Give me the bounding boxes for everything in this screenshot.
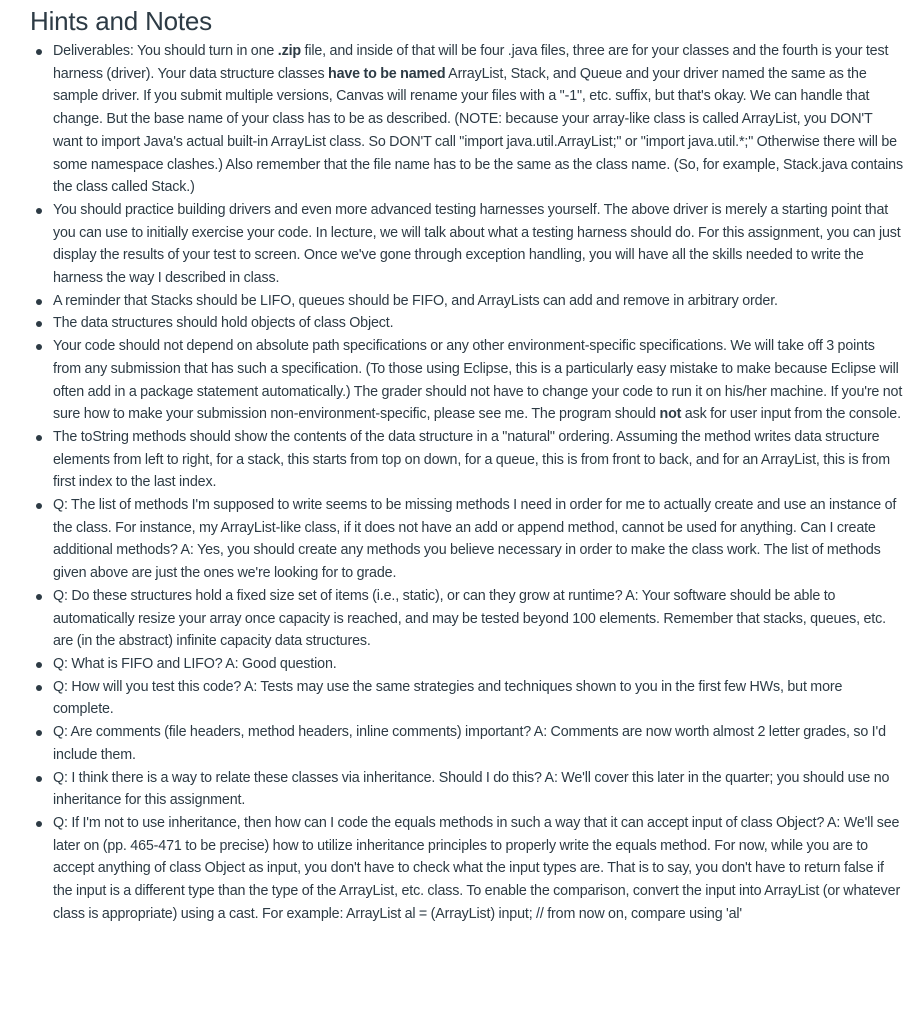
notes-list	[30, 40, 904, 925]
list-item	[53, 494, 904, 585]
text-run: ArrayList, Stack, and Queue and your driver named the same as the sample driver. If you submit multiple versions, Canvas will rename your files with a "-1", etc. suffix, but that's okay. We can handle that change. But the base name of your class has to be as described. (NOTE: because your array-like class is called ArrayList, you DON'T want to import Java's actual built-in ArrayList class. So DON'T call "import java.util.ArrayList;" or "import java.util.*;" Otherwise there will be some namespace clashes.) Also remember that the file name has to be the same as the class name. (So, for example, Stack.java contains the class called Stack.)	[53, 65, 903, 196]
text-run: Your code should not depend on absolute path specifications or any other environment-specific specifications. We will take off 3 points from any submission that has such a specification. (To those using Eclipse, this is a particularly easy mistake to make because Eclipse will often add in a package statement automatically.) The grader should not have to change your code to run it on his/her machine. If you're not sure how to make your submission non-environment-specific, please see me. The program should	[53, 338, 903, 423]
text-run: A reminder that Stacks should be LIFO, queues should be FIFO, and ArrayLists can add and remove in arbitrary order.	[53, 292, 778, 309]
list-item	[53, 676, 904, 721]
text-run: file, and inside of that will be four .java files, three are for your classes and the fourth is your test harness (driver). Your data structure classes	[53, 43, 889, 82]
section-heading: Hints and Notes	[30, 6, 212, 36]
list-item	[53, 585, 904, 653]
list-item	[53, 199, 904, 290]
text-run: Q: Are comments (file headers, method headers, inline comments) important? A: Comments are now worth almost 2 letter grades, so I'd include them.	[53, 724, 886, 763]
bold-text: not	[659, 406, 682, 423]
text-run: Q: I think there is a way to relate these classes via inheritance. Should I do this? A: We'll cover this later in the quarter; you should use no inheritance for this assignment.	[53, 769, 890, 809]
text-run: Q: What is FIFO and LIFO? A: Good question.	[53, 655, 337, 672]
list-item	[53, 721, 904, 766]
list-item	[53, 312, 904, 335]
list-item	[53, 767, 904, 812]
list-item	[53, 290, 904, 313]
text-run: Q: The list of methods I'm supposed to write seems to be missing methods I need in order for me to actually create and use an instance of the class. For instance, my ArrayList-like class, if it does not have an add or append method, cannot be used for anything. Can I create additional methods? A: Yes, you should create any methods you believe necessary in order to make the class work. The list of methods given above are just the ones we're looking for to grade.	[53, 497, 897, 582]
text-run: Deliverables: You should turn in one	[53, 43, 278, 59]
text-run: The data structures should hold objects of class Object.	[53, 315, 394, 332]
list-item	[53, 812, 904, 926]
list-item	[53, 40, 904, 199]
list-item	[53, 335, 904, 426]
text-run: Q: If I'm not to use inheritance, then how can I code the equals methods in such a way that it can accept input of class Object? A: We'll see later on (pp. 465-471 to be precise) how to utilize inheritance principles to properly write the equals method. For now, while you are to accept anything of class Object as input, you don't have to check what the input types are. That is to say, you don't have to return false if the input is a different type than the type of the ArrayList, etc. class. To enable the comparison, convert the input into ArrayList (or whatever class is appropriate) using a cast. For example: ArrayList al = (ArrayList) input; // from now on, compare using 'al'	[53, 814, 901, 922]
list-item	[53, 426, 904, 494]
list-item	[53, 653, 904, 676]
text-run: Q: Do these structures hold a fixed size set of items (i.e., static), or can they grow at runtime? A: Your software should be able to automatically resize your array once capacity is reached, and may be tested beyond 100 elements. Remember that stacks, queues, etc. are (in the abstract) infinite capacity data structures.	[53, 587, 886, 650]
bold-text: have to be named	[327, 65, 446, 82]
text-run: Q: How will you test this code? A: Tests may use the same strategies and techniques shown to you in the first few HWs, but more complete.	[53, 678, 843, 718]
text-run: The toString methods should show the contents of the data structure in a "natural" ordering. Assuming the method writes data structure elements from left to right, for a stack, this starts from top on down, for a queue, this is from front to back, and for an ArrayList, this is from first index to the last index.	[53, 428, 890, 491]
bold-text: .zip	[277, 43, 301, 59]
text-run: You should practice building drivers and even more advanced testing harnesses yourself. The above driver is merely a starting point that you can use to initially exercise your code. In lecture, we will talk about what a testing harness should do. For this assignment, you can just display the results of your test to screen. Once we've gone through exception handling, you will have all the skills needed to write the harness the way I described in class.	[53, 201, 901, 287]
text-run: ask for user input from the console.	[681, 406, 901, 423]
